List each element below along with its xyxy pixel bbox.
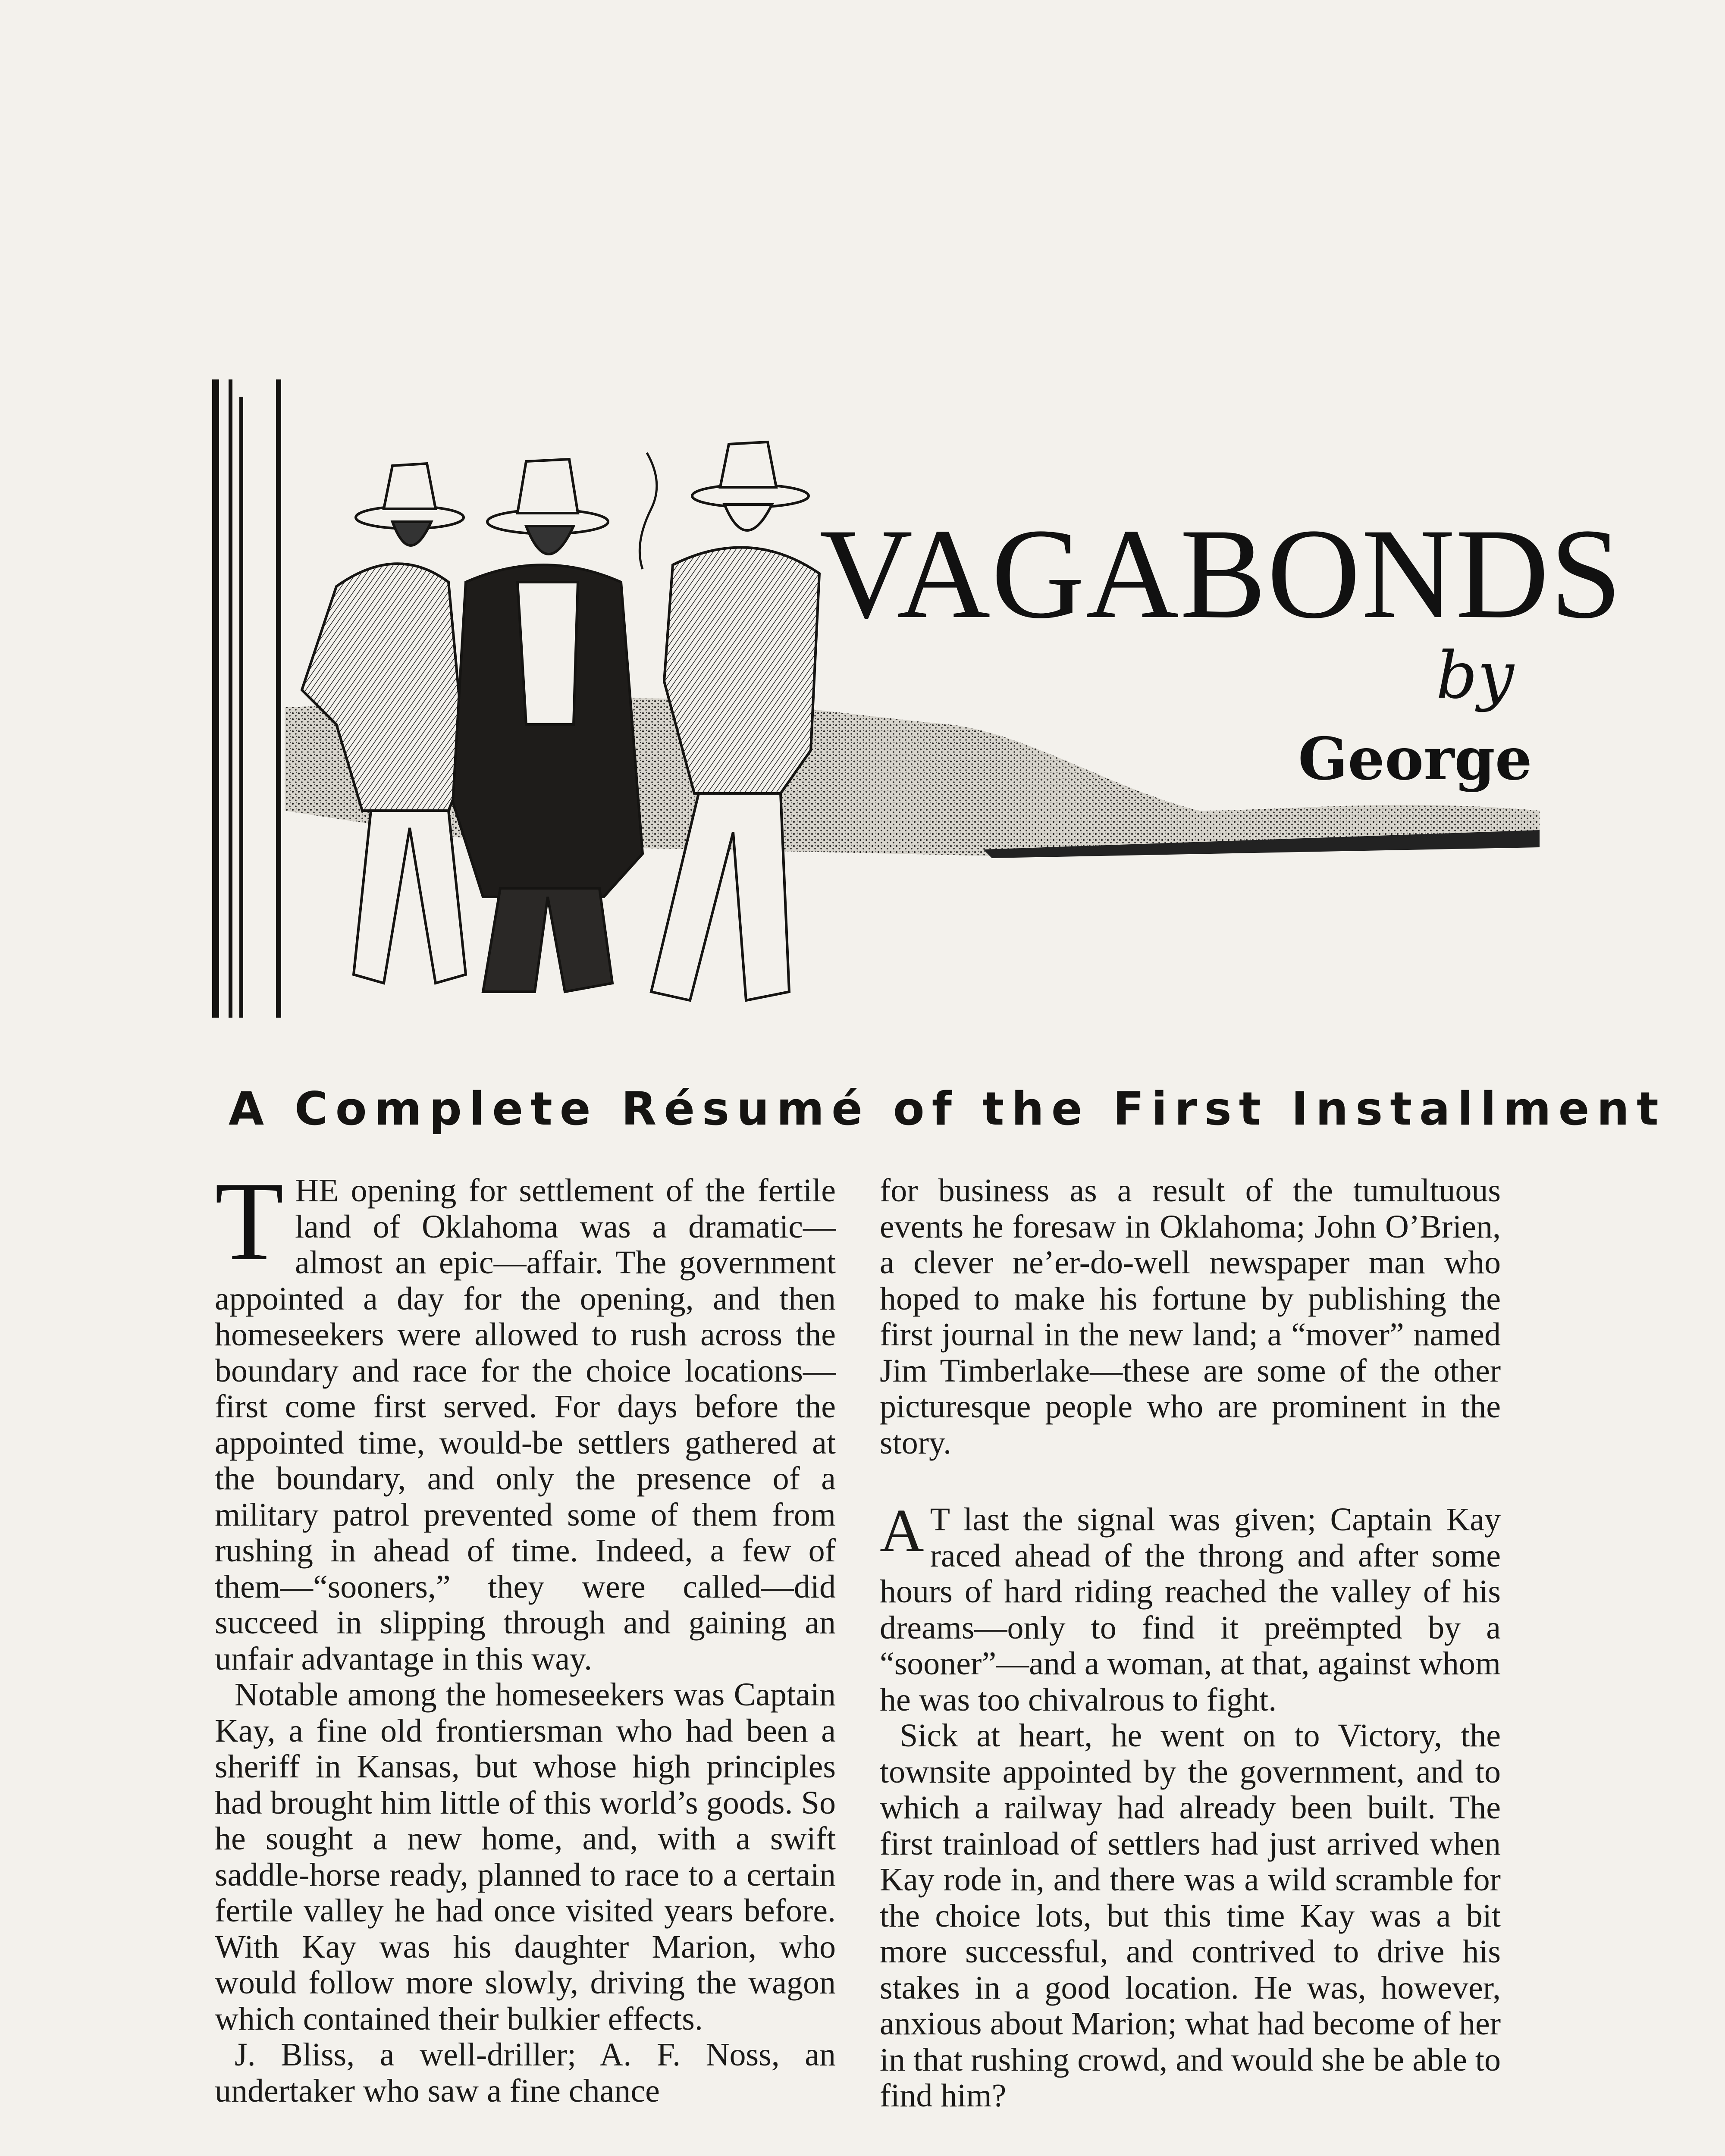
header-illustration — [207, 379, 1548, 1026]
cowboy-center — [453, 459, 643, 992]
article-column-right — [880, 1173, 1501, 2114]
drop-cap: T — [215, 1159, 284, 1284]
initial-cap: A — [880, 1496, 924, 1564]
story-title: VAGABONDS — [819, 502, 1623, 645]
paragraph: Sick at heart, he went on to Victory, the townsite appointed by the government, and to which a railway had already been built. The first trainload of settlers had just arrived when Kay rode in, and there was a wild scramble for the choice lots, but this time Kay was a bit more successful, and contrived to drive his stakes in a good location. He was, however, anxious about Marion; what had become of her in that rushing crowd, and would she be able to find him? — [880, 1717, 1501, 2114]
author-name: George — [1298, 724, 1532, 793]
paragraph: J. Bliss, a well-driller; A. F. Noss, an undertaker who saw a fine chance — [215, 2037, 836, 2109]
paragraph: for business as a result of the tumultuous events he foresaw in Oklahoma; John O’Brien, a clever ne’er-do-well newspaper man who hoped to make his fortune by publishing the first journal in the new land; a “mover” named Jim Timberlake—these are some of the other picturesque people who are prominent in the story. — [880, 1172, 1501, 1461]
article-column-left — [215, 1159, 836, 2109]
byline-by: by — [1436, 638, 1514, 713]
paragraph — [880, 1496, 1501, 1718]
paragraph — [215, 1159, 836, 1677]
paragraph-text: T last the signal was given; Captain Kay raced ahead of the throng and after some hours of hard riding reached the valley of his dreams—only to find it preëmpted by a “sooner”—and a woman, at that, against whom he was too chivalrous to fight. — [880, 1501, 1501, 1718]
section-subtitle: A Complete Résumé of the First Installment — [229, 1082, 1666, 1135]
paragraph-text: HE opening for settlement of the fertile land of Oklahoma was a dramatic—almost an epic—affair. The government appointed a day for the opening, and then homeseekers were allowed to rush across the boundary and race for the choice locations—first come first served. For days before the appointed time, would-be settlers gathered at the boundary, and only the presence of a military patrol prevented some of them from rushing in ahead of time. Indeed, a few of them—“sooners,” they were called—did succeed in slipping through and gaining an unfair advantage in this way. — [215, 1172, 836, 1677]
three-cowboys-illustration-icon — [207, 379, 1548, 1026]
paragraph: Notable among the homeseekers was Captain Kay, a fine old frontiersman who had been a sheriff in Kansas, but whose high principles had brought him little of this world’s goods. So he sought a new home, and, with a swift saddle-horse ready, planned to race to a certain fertile valley he had once visited years before. With Kay was his daughter Marion, who would follow more slowly, driving the wagon which contained their bulkier effects. — [215, 1677, 836, 2037]
